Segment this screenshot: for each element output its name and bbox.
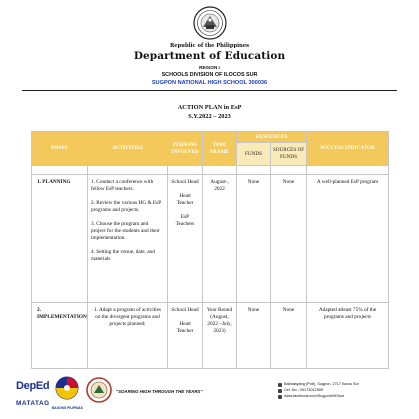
table-row-implementation — [32, 303, 389, 369]
header-resources: RESOURCES — [237, 132, 307, 143]
funds-cell: None — [237, 175, 271, 303]
document-title: ACTION PLAN in EsP — [177, 104, 242, 111]
table-row-planning — [32, 175, 389, 303]
person-item: EsP Teachers — [175, 214, 195, 228]
deped-seal-logo — [193, 6, 227, 40]
activities-cell — [88, 175, 168, 303]
matatag-label: MATATAG — [16, 400, 50, 407]
phone-icon — [278, 389, 282, 393]
bagong-pilipinas-label: BAGONG PILIPINAS — [52, 406, 83, 410]
activities-cell — [88, 303, 168, 369]
deped-wordmark: DepEd — [16, 380, 50, 392]
activity-item: 1. Conduct a conference with fellow EsP teachers. — [91, 179, 154, 193]
phone-text: Cel. No.: 09173012559 — [284, 387, 324, 392]
header-activities: ACTIVITIES — [88, 132, 168, 166]
action-plan-table — [31, 131, 389, 369]
facebook-link[interactable]: www.facebook.com/SugponNHSsur — [284, 393, 345, 398]
school-slogan: "SOARING HIGH THROUGH THE YEARS" — [116, 389, 203, 394]
sources-cell: None — [271, 303, 307, 369]
header-sources-of-funds: SOURCES OF FUNDS — [271, 143, 307, 166]
activity-item: 3. Choose the program and project for the students and their implementation. — [91, 221, 160, 242]
person-item: School Head — [171, 179, 199, 185]
success-indicator-cell: A well-planned EsP program — [307, 175, 389, 303]
school-year: S.Y.2022 – 2023 — [188, 113, 231, 120]
school-seal-logo — [86, 377, 112, 403]
time-frame-cell: Year Round (August, 2022 –July, 2023) — [203, 303, 237, 369]
deped-logo — [16, 380, 49, 392]
person-item: School Head — [171, 307, 199, 313]
phase-cell: 2. IMPLEMENTATION — [32, 303, 88, 369]
region-line: REGION I — [199, 65, 220, 70]
footer — [0, 374, 419, 419]
time-frame-cell: August-, 2022 — [203, 175, 237, 303]
bagong-pilipinas-logo — [55, 376, 79, 404]
persons-cell — [168, 303, 203, 369]
spacer-row — [32, 166, 389, 175]
persons-cell — [168, 175, 203, 303]
success-indicator-cell: Adapted atleast 75% of the programs and projects — [307, 303, 389, 369]
funds-cell: None — [237, 303, 271, 369]
person-item: Head Teacher — [176, 193, 194, 207]
sources-cell: None — [271, 175, 307, 303]
header-time-frame: TIME FRAME — [203, 132, 237, 166]
header-success-indicator: SUCCESS INDICATOR — [307, 132, 389, 166]
address-text: Balbalayang (Pob), Sugpon, 2717 Ilocos Sur — [284, 382, 359, 386]
header-divider — [22, 90, 397, 91]
division-line: SCHOOLS DIVISION OF ILOCOS SUR — [161, 72, 258, 78]
contact-info — [278, 382, 359, 400]
location-icon — [278, 383, 282, 387]
header-funds: FUNDS — [237, 143, 271, 166]
person-item: Head Teacher — [176, 321, 194, 335]
activity-item: 4. Setting the venue, date, and materials — [91, 249, 155, 263]
facebook-icon — [278, 395, 282, 399]
department-name: Department of Education — [133, 50, 286, 62]
phase-cell: 1. PLANNING — [32, 175, 88, 303]
school-name: SUGPON NATIONAL HIGH SCHOOL 300036 — [151, 80, 268, 86]
header-phase: PHASE — [32, 132, 88, 166]
header-persons-involved: PERSONS INVOLVED — [168, 132, 203, 166]
republic-line: Republic of the Philippines — [169, 43, 250, 49]
activity-item: 1. Adapt a program of activities on the divergent programs and projects planned; — [93, 307, 162, 328]
activity-item: 2. Review the various HG & EsP programs and projects. — [91, 200, 161, 214]
